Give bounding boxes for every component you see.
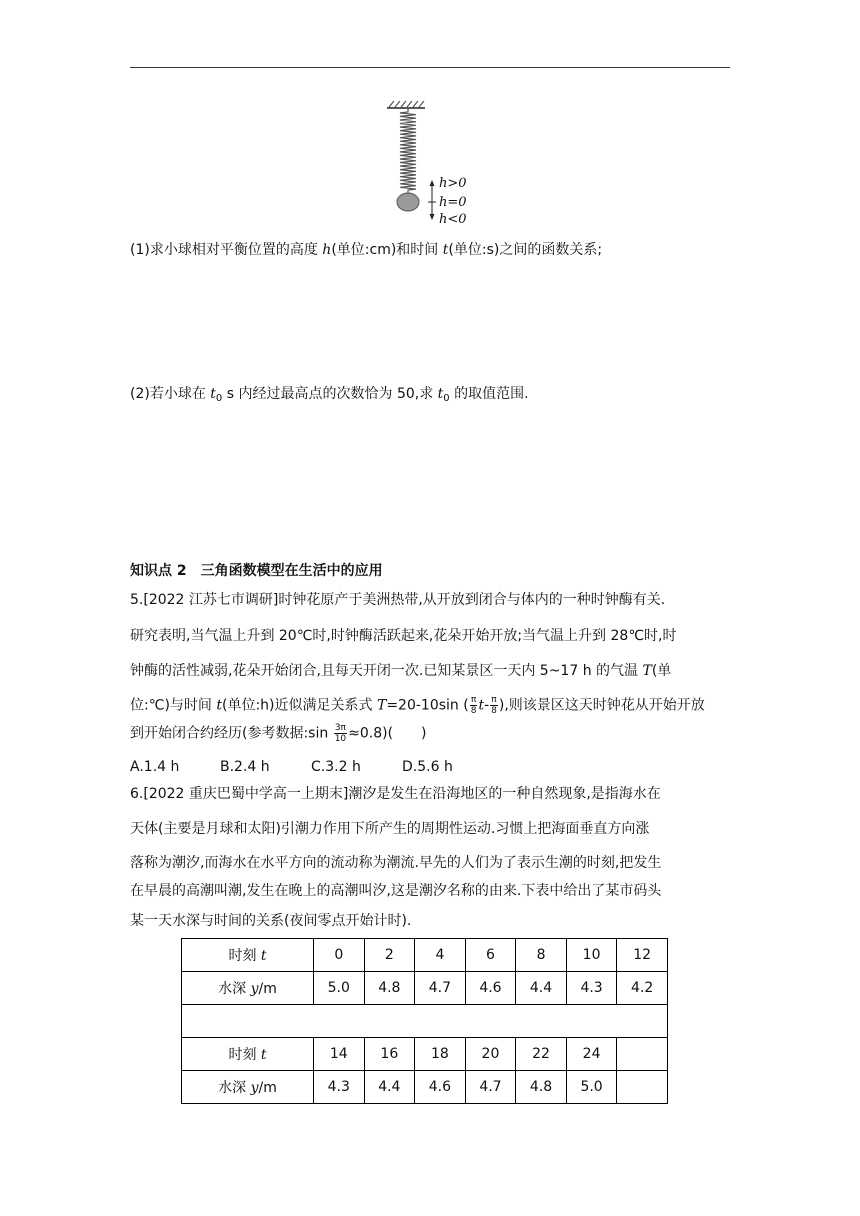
table-cell: 4.6 <box>415 1071 466 1104</box>
table-row <box>182 972 668 1005</box>
label-h-positive: h>0 <box>439 176 467 191</box>
table-cell <box>617 1071 668 1104</box>
table-row <box>182 1038 668 1071</box>
table-cell: 4 <box>415 939 466 972</box>
table-cell: 4.8 <box>364 972 415 1005</box>
table-cell: 4.4 <box>364 1071 415 1104</box>
table-cell: 8 <box>516 939 567 972</box>
q5-line2: 研究表明,当气温上升到 20℃时,时钟酶活跃起来,花朵开始开放;当气温上升到 28℃时,时 <box>130 628 677 644</box>
table-row <box>182 939 668 972</box>
spacer-cell <box>182 1005 668 1038</box>
depth-header-2: 水深 y/m <box>182 1071 314 1104</box>
header-rule <box>130 67 730 68</box>
q6-line3: 落称为潮汐,而海水在水平方向的流动称为潮流.早先的人们为了表示生潮的时刻,把发生 <box>130 855 662 871</box>
table-cell: 12 <box>617 939 668 972</box>
fraction-pi-over-8: $\frac{\pi}{8}$ <box>470 695 477 716</box>
table-cell: 5.0 <box>314 972 365 1005</box>
label-h-zero: h=0 <box>439 195 467 210</box>
table-cell: 4.2 <box>617 972 668 1005</box>
arrow-up-head <box>430 180 435 186</box>
option-c[interactable]: C.3.2 h <box>311 759 361 775</box>
spring-diagram <box>385 98 495 228</box>
option-a[interactable]: A.1.4 h <box>130 759 180 775</box>
q5-line1: 5.[2022 江苏七市调研]时钟花原产于美洲热带,从开放到闭合与体内的一种时钟酶有关. <box>130 592 666 608</box>
table-cell: 4.3 <box>314 1071 365 1104</box>
table-cell: 4.8 <box>516 1071 567 1104</box>
ceiling-hatch <box>389 101 424 107</box>
table-row <box>182 1071 668 1104</box>
q5-line5: 到开始闭合约经历(参考数据:sin $\frac{3\pi}{10}$ ≈0.8)( ) <box>130 723 427 744</box>
q5-line3: 钟酶的活性减弱,花朵开始闭合,且每天开闭一次.已知某景区一天内 5~17 h 的气温 T(单 <box>130 663 672 679</box>
table-cell: 4.7 <box>465 1071 516 1104</box>
tide-table <box>181 938 668 1104</box>
fraction-pi-over-8-b: $\frac{\pi}{8}$ <box>491 695 497 716</box>
table-cell: 2 <box>364 939 415 972</box>
depth-header: 水深 y/m <box>182 972 314 1005</box>
table-cell: 22 <box>516 1038 567 1071</box>
spring-coil <box>400 108 416 194</box>
arrow-down-head <box>430 214 435 220</box>
time-header-2: 时刻 t <box>182 1038 314 1071</box>
q6-line1: 6.[2022 重庆巴蜀中学高一上期末]潮汐是发生在沿海地区的一种自然现象,是指海水在 <box>130 786 661 802</box>
q6-line4: 在早晨的高潮叫潮,发生在晚上的高潮叫汐,这是潮汐名称的由来.下表中给出了某市码头 <box>130 883 662 899</box>
q6-line5: 某一天水深与时间的关系(夜间零点开始计时). <box>130 913 412 929</box>
table-spacer-row <box>182 1005 668 1038</box>
ball <box>397 193 419 211</box>
q5-line4: 位:℃)与时间 t(单位:h)近似满足关系式 T=20-10sin ( $\frac{\pi}{8}$ t- $\frac{\pi}{8}$ ),则该景区这天时钟花从开始开放 <box>130 695 705 716</box>
time-header: 时刻 t <box>182 939 314 972</box>
q6-line2: 天体(主要是月球和太阳)引潮力作用下所产生的周期性运动.习惯上把海面垂直方向涨 <box>130 821 650 837</box>
table-cell: 6 <box>465 939 516 972</box>
q4-part2: (2)若小球在 $t_0$ s 内经过最高点的次数恰为 50,求 $t_0$ 的取值范围. <box>130 386 529 404</box>
table-cell: 18 <box>415 1038 466 1071</box>
table-cell: 24 <box>566 1038 617 1071</box>
table-cell: 16 <box>364 1038 415 1071</box>
table-cell: 5.0 <box>566 1071 617 1104</box>
label-h-negative: h<0 <box>439 212 467 227</box>
table-cell: 4.7 <box>415 972 466 1005</box>
table-cell: 0 <box>314 939 365 972</box>
table-cell: 4.3 <box>566 972 617 1005</box>
table-cell <box>617 1038 668 1071</box>
fraction-3pi-over-10: $\frac{3\pi}{10}$ <box>334 723 347 744</box>
table-cell: 4.6 <box>465 972 516 1005</box>
table-cell: 4.4 <box>516 972 567 1005</box>
option-b[interactable]: B.2.4 h <box>220 759 270 775</box>
q4-part1: (1)求小球相对平衡位置的高度 h(单位:cm)和时间 t(单位:s)之间的函数关系; <box>130 242 603 258</box>
table-cell: 14 <box>314 1038 365 1071</box>
spring-figure <box>385 98 495 228</box>
option-d[interactable]: D.5.6 h <box>402 759 453 775</box>
section-heading: 知识点 2 三角函数模型在生活中的应用 <box>130 563 383 579</box>
table-cell: 10 <box>566 939 617 972</box>
table-cell: 20 <box>465 1038 516 1071</box>
